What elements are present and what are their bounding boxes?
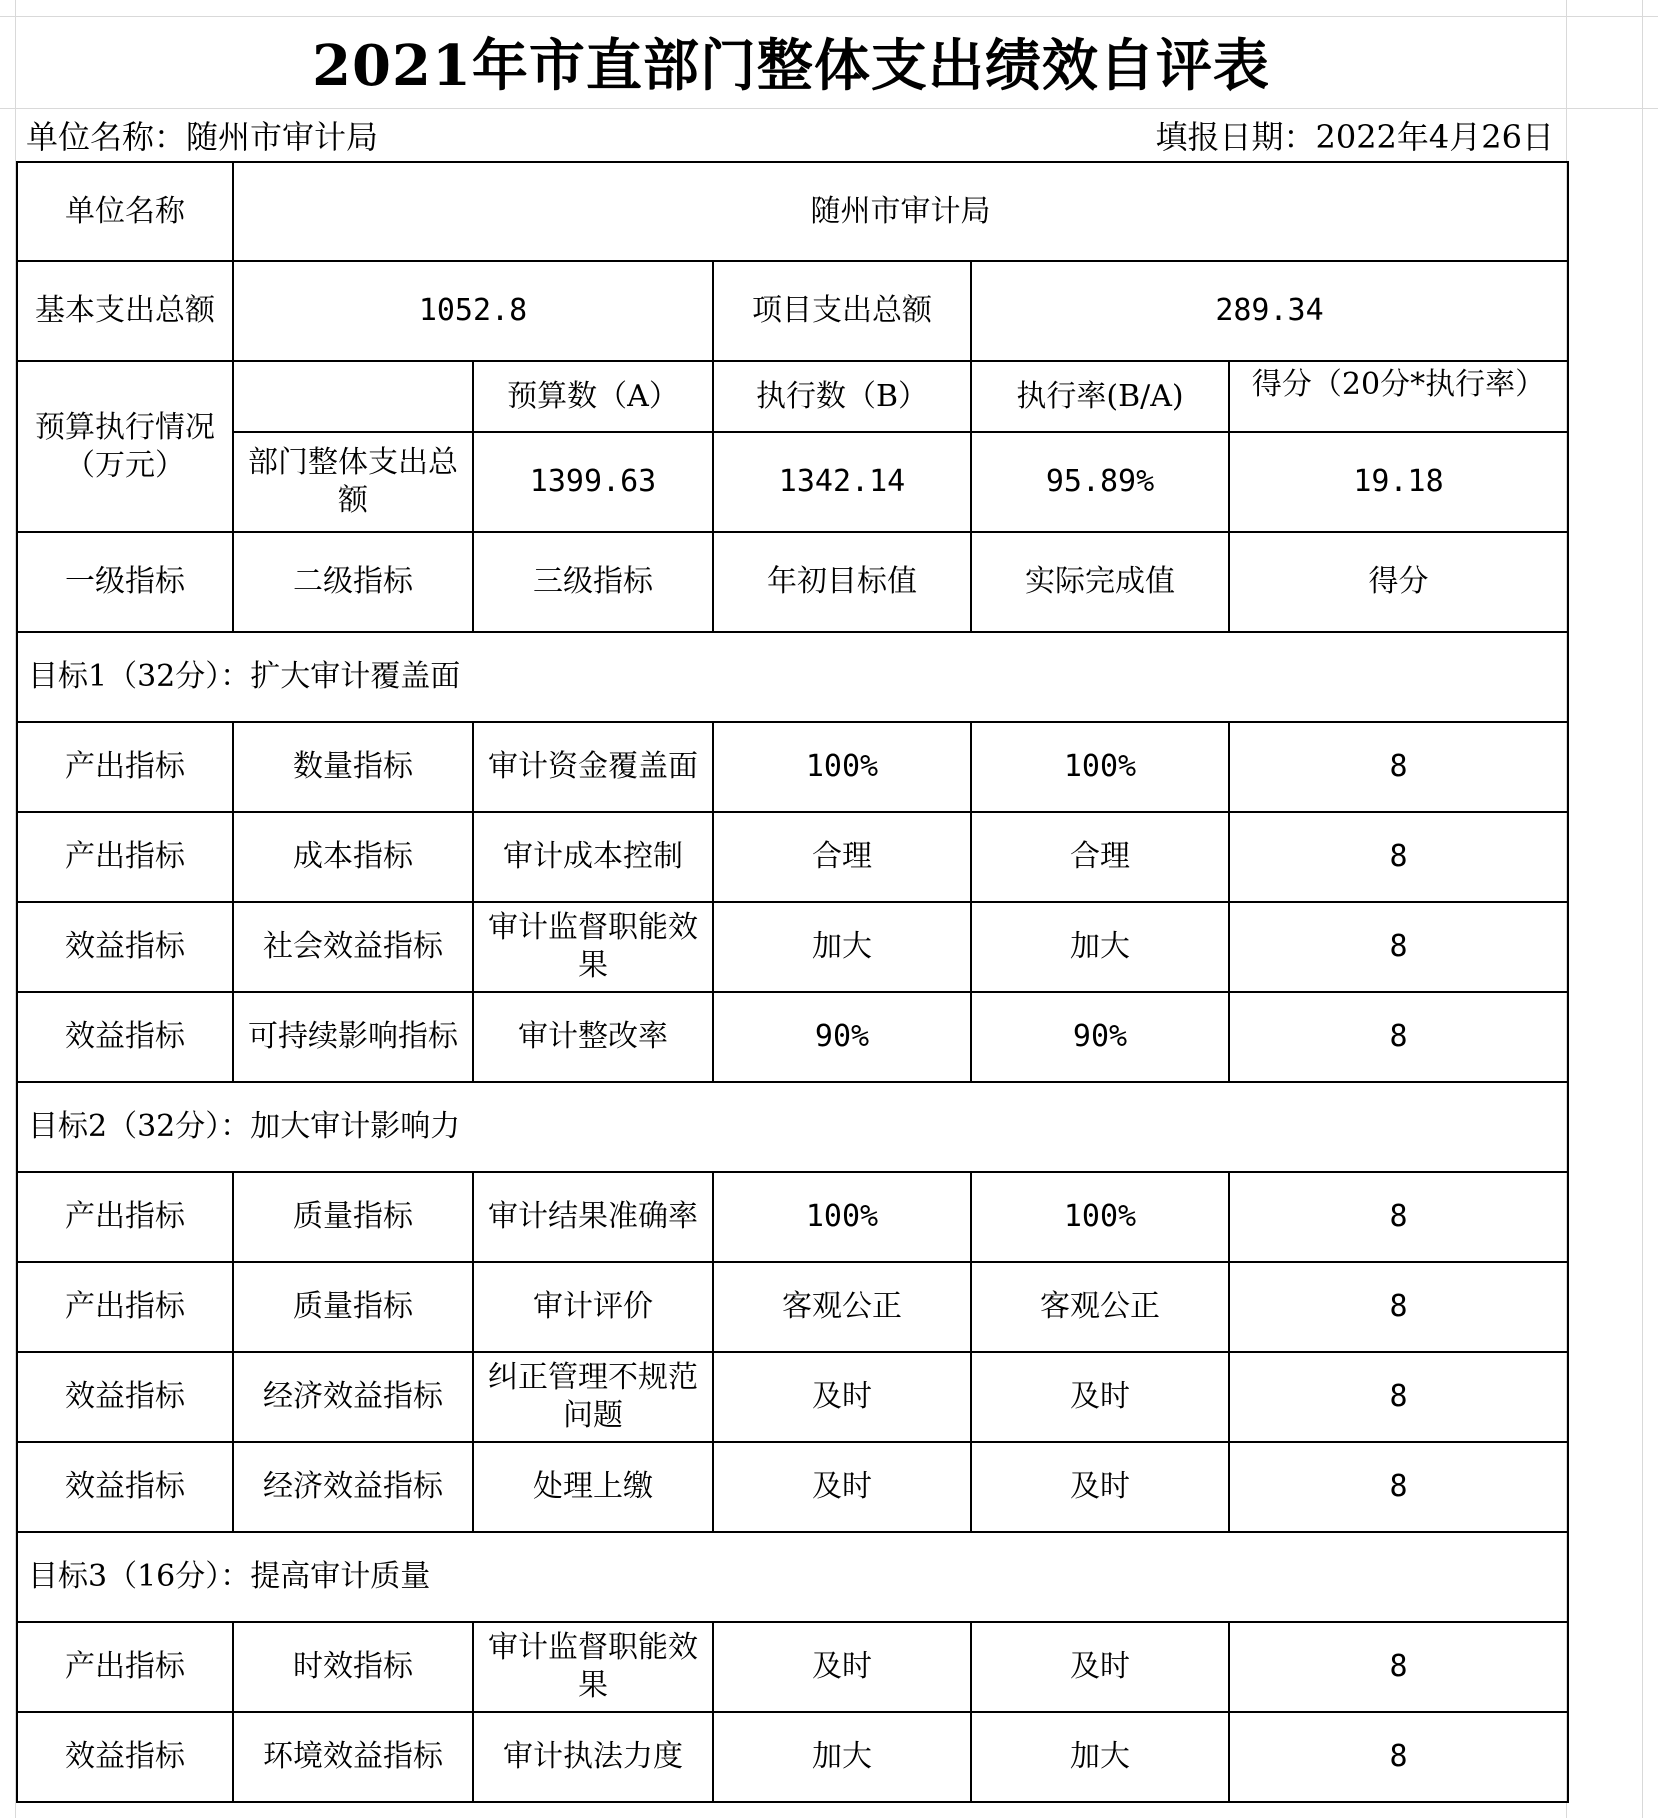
table-row bbox=[17, 902, 1568, 992]
table-row bbox=[17, 812, 1568, 902]
level1-indicator: 产出指标 bbox=[17, 812, 233, 902]
table-row bbox=[17, 992, 1568, 1082]
project-expense-value: 289.34 bbox=[971, 261, 1568, 361]
row-score: 8 bbox=[1229, 722, 1568, 812]
level3-indicator: 审计结果准确率 bbox=[473, 1172, 713, 1262]
actual-value: 90% bbox=[971, 992, 1229, 1082]
goal-title: 目标3（16分）：提高审计质量 bbox=[17, 1532, 1568, 1622]
level3-indicator: 审计监督职能效果 bbox=[473, 1622, 713, 1712]
basic-expense-value: 1052.8 bbox=[233, 261, 713, 361]
goal-title: 目标1（32分）：扩大审计覆盖面 bbox=[17, 632, 1568, 722]
budget-execution-label: 预算执行情况（万元） bbox=[17, 361, 233, 532]
table-row bbox=[17, 1622, 1568, 1712]
performance-table bbox=[16, 161, 1569, 1803]
unit-name-line: 单位名称：随州市审计局 bbox=[26, 118, 379, 156]
target-value: 合理 bbox=[713, 812, 971, 902]
level1-indicator: 效益指标 bbox=[17, 902, 233, 992]
row-score: 8 bbox=[1229, 902, 1568, 992]
level1-indicator: 产出指标 bbox=[17, 722, 233, 812]
level2-indicator: 成本指标 bbox=[233, 812, 473, 902]
sheet-gridline bbox=[0, 16, 1658, 17]
target-value: 100% bbox=[713, 722, 971, 812]
level3-indicator: 审计评价 bbox=[473, 1262, 713, 1352]
level3-indicator: 审计监督职能效果 bbox=[473, 902, 713, 992]
row-score: 8 bbox=[1229, 1172, 1568, 1262]
unit-name-label: 单位名称 bbox=[17, 162, 233, 261]
row-score: 8 bbox=[1229, 1622, 1568, 1712]
level3-indicator: 审计成本控制 bbox=[473, 812, 713, 902]
table-row bbox=[17, 1262, 1568, 1352]
table-row bbox=[17, 1712, 1568, 1802]
actual-value: 100% bbox=[971, 722, 1229, 812]
level1-indicator: 效益指标 bbox=[17, 1352, 233, 1442]
target-value: 加大 bbox=[713, 1712, 971, 1802]
basic-expense-label: 基本支出总额 bbox=[17, 261, 233, 361]
column-header: 三级指标 bbox=[473, 532, 713, 632]
goals-block bbox=[17, 632, 1568, 1802]
level3-indicator: 纠正管理不规范问题 bbox=[473, 1352, 713, 1442]
blank-cell bbox=[233, 361, 473, 432]
header-block bbox=[17, 162, 1568, 632]
target-value: 及时 bbox=[713, 1442, 971, 1532]
level1-indicator: 产出指标 bbox=[17, 1262, 233, 1352]
table-row bbox=[17, 1172, 1568, 1262]
level2-indicator: 环境效益指标 bbox=[233, 1712, 473, 1802]
level2-indicator: 经济效益指标 bbox=[233, 1352, 473, 1442]
actual-value: 客观公正 bbox=[971, 1262, 1229, 1352]
target-value: 90% bbox=[713, 992, 971, 1082]
report-date-line: 填报日期：2022年4月26日 bbox=[1155, 118, 1554, 156]
level1-indicator: 效益指标 bbox=[17, 1442, 233, 1532]
sheet-gridline bbox=[1642, 0, 1643, 1818]
row-score: 8 bbox=[1229, 1262, 1568, 1352]
level2-indicator: 经济效益指标 bbox=[233, 1442, 473, 1532]
goal-row bbox=[17, 1082, 1568, 1172]
row-score: 8 bbox=[1229, 992, 1568, 1082]
target-value: 及时 bbox=[713, 1352, 971, 1442]
row-score: 8 bbox=[1229, 1712, 1568, 1802]
target-value: 客观公正 bbox=[713, 1262, 971, 1352]
level1-indicator: 产出指标 bbox=[17, 1622, 233, 1712]
actual-value: 100% bbox=[971, 1172, 1229, 1262]
score-col-header bbox=[1229, 361, 1568, 432]
target-value: 100% bbox=[713, 1172, 971, 1262]
level2-indicator: 社会效益指标 bbox=[233, 902, 473, 992]
goal-row bbox=[17, 632, 1568, 722]
table-row bbox=[17, 1442, 1568, 1532]
execution-value: 1342.14 bbox=[713, 432, 971, 532]
project-expense-label: 项目支出总额 bbox=[713, 261, 971, 361]
rate-col-header: 执行率(B/A) bbox=[971, 361, 1229, 432]
level2-indicator: 数量指标 bbox=[233, 722, 473, 812]
target-value: 及时 bbox=[713, 1622, 971, 1712]
row-score: 8 bbox=[1229, 1352, 1568, 1442]
target-value: 加大 bbox=[713, 902, 971, 992]
column-header: 年初目标值 bbox=[713, 532, 971, 632]
level2-indicator: 时效指标 bbox=[233, 1622, 473, 1712]
actual-value: 加大 bbox=[971, 1712, 1229, 1802]
column-header: 得分 bbox=[1229, 532, 1568, 632]
page-title: 2021年市直部门整体支出绩效自评表 bbox=[312, 33, 1270, 99]
dept-total-label: 部门整体支出总额 bbox=[233, 432, 473, 532]
table-row bbox=[17, 1352, 1568, 1442]
unit-name-value: 随州市审计局 bbox=[233, 162, 1568, 261]
goal-title: 目标2（32分）：加大审计影响力 bbox=[17, 1082, 1568, 1172]
row-score: 8 bbox=[1229, 812, 1568, 902]
level1-indicator: 效益指标 bbox=[17, 1712, 233, 1802]
column-header: 实际完成值 bbox=[971, 532, 1229, 632]
score-value: 19.18 bbox=[1229, 432, 1568, 532]
actual-value: 合理 bbox=[971, 812, 1229, 902]
sheet-gridline bbox=[0, 108, 1658, 109]
level2-indicator: 质量指标 bbox=[233, 1262, 473, 1352]
goal-row bbox=[17, 1532, 1568, 1622]
level3-indicator: 审计执法力度 bbox=[473, 1712, 713, 1802]
level1-indicator: 效益指标 bbox=[17, 992, 233, 1082]
actual-value: 及时 bbox=[971, 1622, 1229, 1712]
score-col-header-text: 得分（20分*执行率） bbox=[1251, 367, 1546, 402]
execution-col-header: 执行数（B） bbox=[713, 361, 971, 432]
actual-value: 及时 bbox=[971, 1352, 1229, 1442]
actual-value: 加大 bbox=[971, 902, 1229, 992]
level1-indicator: 产出指标 bbox=[17, 1172, 233, 1262]
column-header: 一级指标 bbox=[17, 532, 233, 632]
level2-indicator: 质量指标 bbox=[233, 1172, 473, 1262]
level3-indicator: 审计资金覆盖面 bbox=[473, 722, 713, 812]
level3-indicator: 处理上缴 bbox=[473, 1442, 713, 1532]
level3-indicator: 审计整改率 bbox=[473, 992, 713, 1082]
rate-value: 95.89% bbox=[971, 432, 1229, 532]
level2-indicator: 可持续影响指标 bbox=[233, 992, 473, 1082]
actual-value: 及时 bbox=[971, 1442, 1229, 1532]
budget-col-header: 预算数（A） bbox=[473, 361, 713, 432]
column-header: 二级指标 bbox=[233, 532, 473, 632]
table-row bbox=[17, 722, 1568, 812]
row-score: 8 bbox=[1229, 1442, 1568, 1532]
budget-value: 1399.63 bbox=[473, 432, 713, 532]
